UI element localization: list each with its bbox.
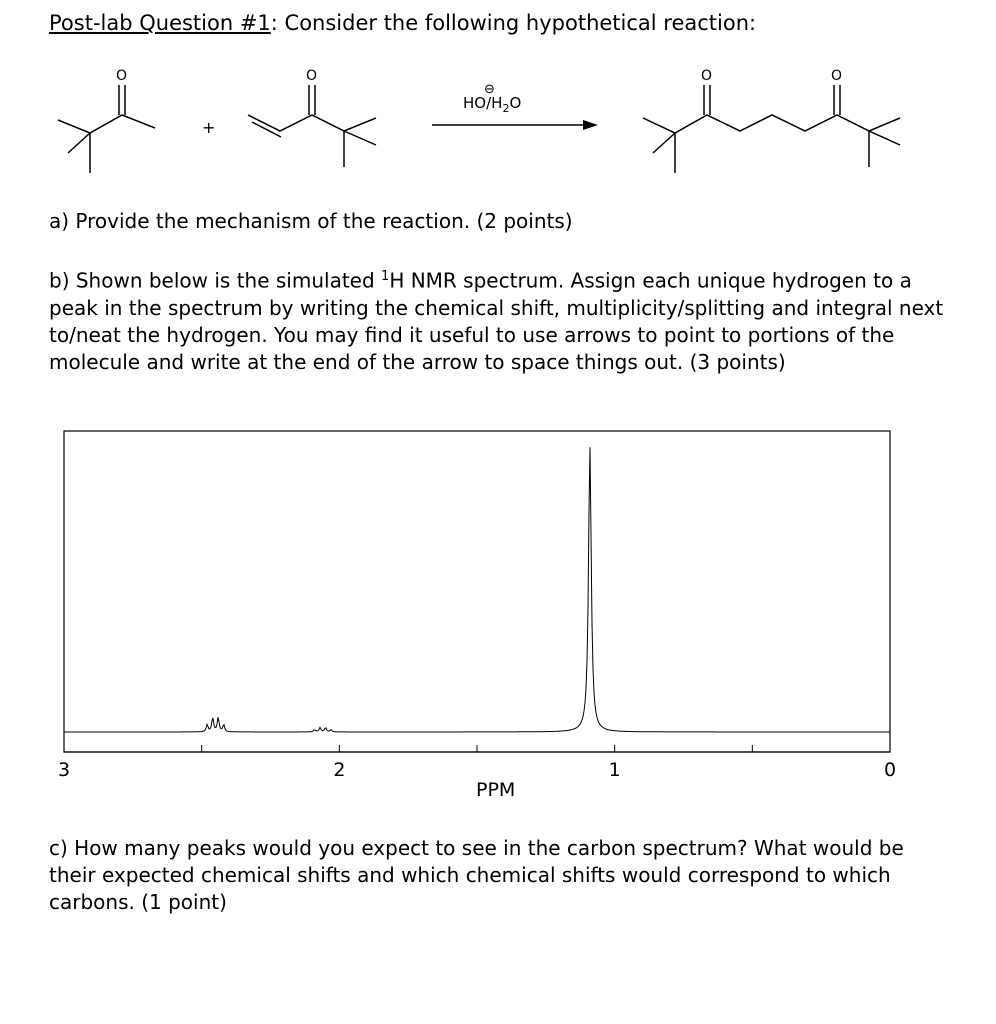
x-tick-label: 0 — [884, 759, 897, 781]
spectrum-frame — [64, 431, 890, 752]
question-b — [49, 263, 949, 376]
product-diketone-structure — [643, 85, 900, 173]
question-b-rest: H NMR spectrum. Assign each unique hydrogen to a peak in the spectrum by writing the chemical shift, multiplicity/splitting and integral next to/neat the hydrogen. You may find it useful to use arrows to point to portions of the molecule and write at the end of the arrow to space things out. (3 points) — [49, 268, 944, 374]
title-rest: : Consider the following hypothetical reaction: — [270, 11, 757, 35]
nmr-spectrum-chart — [0, 420, 996, 820]
question-c: c) How many peaks would you expect to see in the carbon spectrum? What would be their expected chemical shifts and which chemical shifts would correspond to which carbons. (1 point) — [49, 836, 904, 914]
plus-sign: + — [202, 118, 216, 137]
question-b-superscript: 1 — [381, 269, 390, 284]
x-tick-label: 3 — [58, 759, 71, 781]
oxygen-label-4: O — [831, 68, 843, 84]
negative-charge-icon: ⊖ — [484, 82, 495, 97]
reaction-scheme — [0, 55, 996, 195]
oxygen-label-3: O — [701, 68, 713, 84]
title-underlined: Post-lab Question #1 — [49, 11, 271, 35]
reaction-arrow-head-icon — [583, 120, 598, 130]
reactant-enone-structure — [248, 85, 376, 167]
x-axis-label: PPM — [476, 779, 516, 801]
reagent-label: $HO/H_2O$ — [463, 94, 522, 115]
x-axis-ticks — [58, 745, 896, 781]
x-tick-label: 1 — [608, 759, 621, 781]
question-b-prefix: b) Shown below is the simulated — [49, 268, 382, 293]
page-title — [49, 11, 756, 35]
spectrum-trace — [64, 447, 890, 732]
oxygen-label-2: O — [306, 68, 318, 84]
reactant-ketone-structure — [58, 85, 155, 173]
oxygen-label-1: O — [116, 68, 128, 84]
x-tick-label: 2 — [333, 759, 346, 781]
question-a: a) Provide the mechanism of the reaction. (2 points) — [49, 209, 573, 233]
